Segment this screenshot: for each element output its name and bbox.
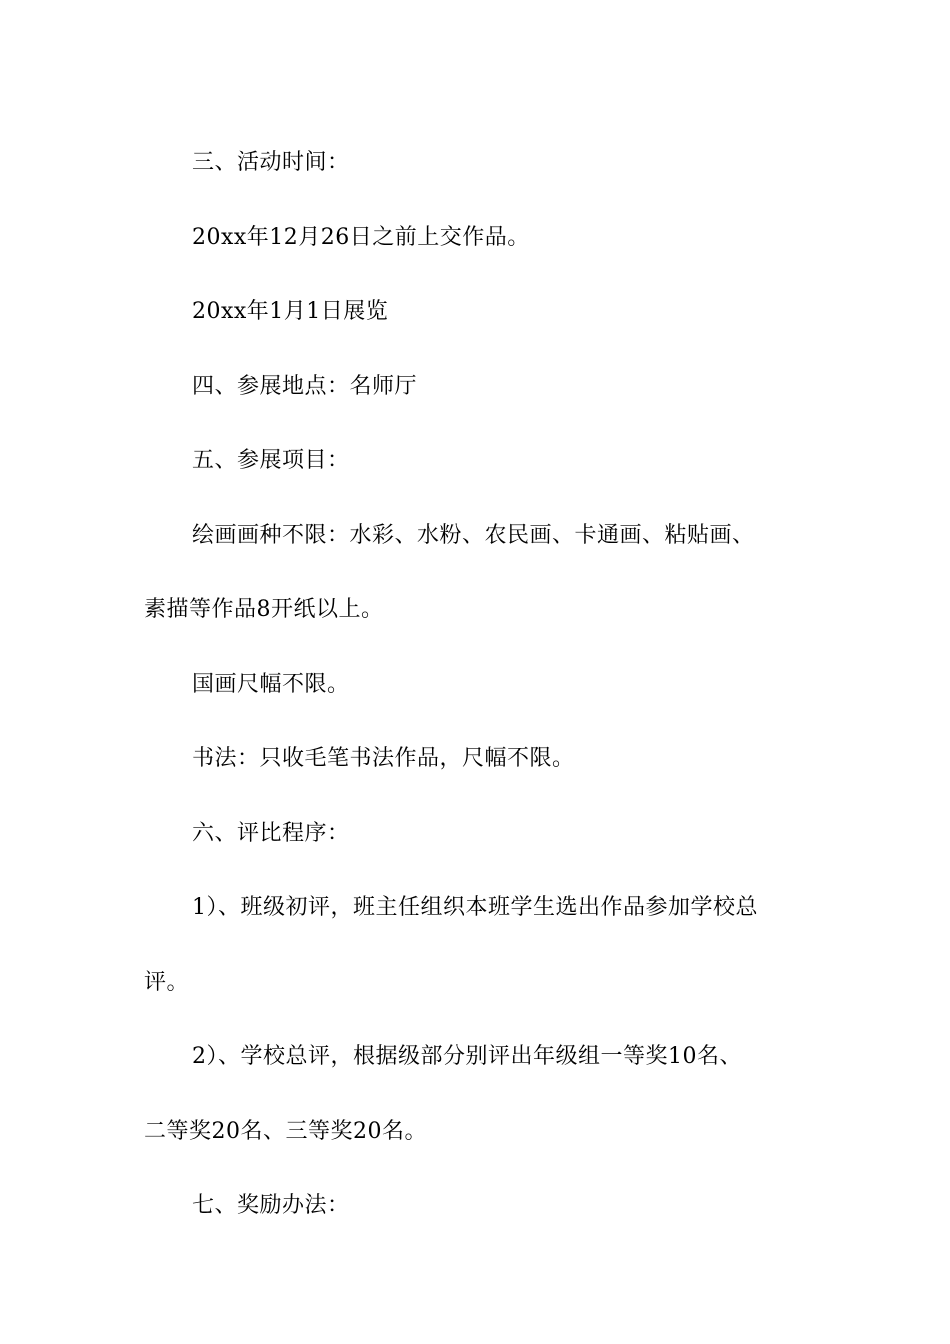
paragraph-line: 素描等作品8开纸以上。	[144, 597, 384, 622]
paragraph-line: 1）、班级初评，班主任组织本班学生选出作品参加学校总	[192, 895, 758, 920]
paragraph-line: 二等奖20名、三等奖20名。	[144, 1118, 427, 1144]
section-heading-location: 四、参展地点：名师厅	[192, 373, 418, 399]
section-heading-procedure: 六、评比程序：	[192, 820, 350, 846]
paragraph-line: 国画尺幅不限。	[192, 671, 350, 697]
section-heading-time: 三、活动时间：	[192, 150, 350, 175]
paragraph-line: 2）、学校总评，根据级部分别评出年级组一等奖10名、	[192, 1044, 742, 1069]
document-body	[144, 126, 814, 1244]
section-heading-awards: 七、奖励办法：	[192, 1193, 350, 1218]
paragraph-line: 绘画画种不限：水彩、水粉、农民画、卡通画、粘贴画、	[192, 522, 755, 548]
section-heading-items: 五、参展项目：	[192, 448, 350, 473]
paragraph-line: 20xx年12月26日之前上交作品。	[192, 224, 530, 250]
paragraph-line: 评。	[144, 969, 190, 995]
paragraph-line: 20xx年1月1日展览	[192, 299, 389, 324]
paragraph-line: 书法：只收毛笔书法作品，尺幅不限。	[192, 746, 575, 771]
